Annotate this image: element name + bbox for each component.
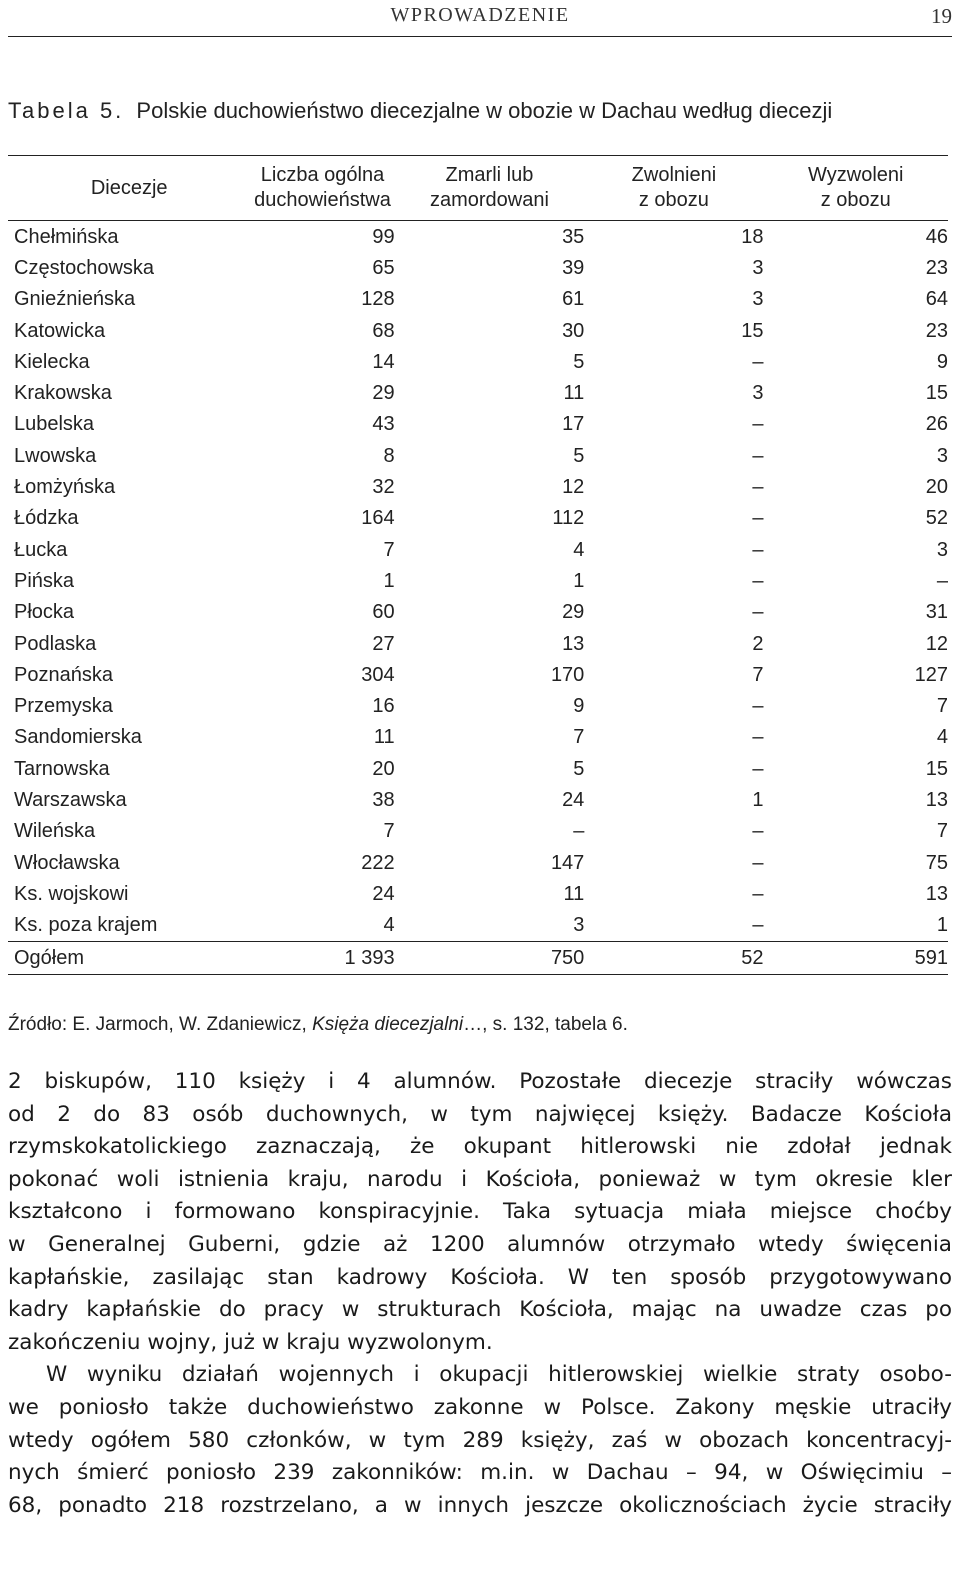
value-cell: 52 <box>584 941 763 974</box>
value-cell: 3 <box>752 256 764 279</box>
value-cell: 7 <box>936 695 948 718</box>
value-cell: 11 <box>563 382 585 405</box>
value-cell: 3 <box>752 288 764 311</box>
table-row <box>8 659 948 690</box>
source-suffix: …, s. 132, tabela 6. <box>463 1014 628 1035</box>
value-cell: 39 <box>562 256 585 279</box>
diocese-name-cell: Włocławska <box>14 851 120 874</box>
column-header-line: Zwolnieni <box>631 164 717 186</box>
value-cell: – <box>752 350 764 373</box>
value-cell: 5 <box>573 444 585 467</box>
table-row <box>8 440 948 471</box>
table-row <box>8 534 948 565</box>
body-line: kapłańskie, zasilając stan kadrowy Kościoła. W ten sposób przygotowywano <box>8 1264 952 1290</box>
diocese-name-cell: Sandomierska <box>14 726 142 749</box>
value-cell: 7 <box>752 663 764 686</box>
value-cell: 3 <box>752 382 764 405</box>
value-cell: 14 <box>372 350 395 373</box>
value-cell: 29 <box>562 601 585 624</box>
table-body <box>8 221 948 975</box>
diocese-name-cell: Wileńska <box>14 820 96 843</box>
diocese-name-cell: Podlaska <box>14 632 97 655</box>
value-cell: – <box>752 695 764 718</box>
running-header <box>8 0 952 37</box>
table-row <box>8 471 948 502</box>
diocese-name-cell: Lubelska <box>14 413 95 436</box>
value-cell: 20 <box>372 757 395 780</box>
table-row <box>8 346 948 377</box>
diocese-name-cell: Ogółem <box>8 941 250 974</box>
value-cell: 68 <box>372 319 395 342</box>
table-row <box>8 284 948 315</box>
value-cell: 29 <box>372 382 395 405</box>
value-cell: 1 <box>936 914 948 937</box>
column-header <box>395 156 585 221</box>
value-cell: – <box>752 413 764 436</box>
running-title: WPROWADZENIE <box>390 4 570 26</box>
value-cell: – <box>752 882 764 905</box>
body-line: w Generalnej Guberni, gdzie aż 1200 alumnów otrzymało wtedy święcenia <box>8 1231 952 1257</box>
diocese-name-cell: Chełmińska <box>14 225 119 248</box>
table-row <box>8 910 948 942</box>
body-line: kształcono i formowano konspiracyjnie. Taka sytuacja miała miejsce choćby <box>8 1199 952 1225</box>
value-cell: – <box>752 726 764 749</box>
value-cell: 1 393 <box>250 941 394 974</box>
value-cell: 24 <box>372 882 395 905</box>
value-cell: 304 <box>361 663 395 686</box>
value-cell: 17 <box>562 413 585 436</box>
body-line: pokonać woli istnienia kraju, narodu i Kościoła, ponieważ w tym okresie kler <box>8 1166 952 1192</box>
body-line: W wyniku działań wojennych i okupacji hitlerowskiej wielkie straty osobo- <box>46 1362 952 1388</box>
value-cell: 13 <box>925 788 948 811</box>
column-header-line: z obozu <box>820 189 891 211</box>
value-cell: 16 <box>372 695 395 718</box>
value-cell: 147 <box>550 851 585 874</box>
source-note <box>8 1014 628 1036</box>
body-line: 2 biskupów, 110 księży i 4 alumnów. Pozostałe diecezje straciły wówczas <box>8 1069 952 1094</box>
value-cell: 24 <box>562 788 585 811</box>
value-cell: 128 <box>361 288 395 311</box>
table-row <box>8 221 948 253</box>
value-cell: 13 <box>925 882 948 905</box>
value-cell: 1 <box>573 569 585 592</box>
value-cell: – <box>752 569 764 592</box>
page-number: 19 <box>931 4 952 28</box>
diocese-name-cell: Warszawska <box>14 788 127 811</box>
value-cell: – <box>752 444 764 467</box>
column-header-line: Zmarli lub <box>445 164 534 186</box>
value-cell: 75 <box>925 851 948 874</box>
value-cell: 11 <box>373 726 395 749</box>
value-cell: 9 <box>936 350 948 373</box>
value-cell: 8 <box>383 444 395 467</box>
body-text <box>8 1066 952 1522</box>
body-line: wtedy ogółem 580 członków, w tym 289 księży, zaś w obozach koncentracyj- <box>8 1427 952 1453</box>
value-cell: 60 <box>372 601 395 624</box>
column-header <box>584 156 763 221</box>
table-row <box>8 690 948 721</box>
value-cell: 4 <box>936 726 948 749</box>
table-row <box>8 722 948 753</box>
column-header-line: Wyzwoleni <box>808 164 904 186</box>
value-cell: 32 <box>372 476 395 499</box>
table-row <box>8 503 948 534</box>
diocese-name-cell: Ks. poza krajem <box>14 914 158 937</box>
diocese-name-cell: Łucka <box>14 538 68 561</box>
table-caption-label: Tabela 5. <box>8 98 125 123</box>
column-header-line: zamordowani <box>429 189 549 211</box>
value-cell: 12 <box>562 476 585 499</box>
column-header <box>8 156 250 221</box>
value-cell: 4 <box>573 538 585 561</box>
value-cell: 11 <box>563 882 585 905</box>
value-cell: 30 <box>562 319 585 342</box>
value-cell: 31 <box>925 601 948 624</box>
value-cell: 112 <box>552 507 585 530</box>
table-row <box>8 315 948 346</box>
value-cell: 13 <box>562 632 585 655</box>
value-cell: 35 <box>562 225 585 248</box>
diocese-name-cell: Krakowska <box>14 382 112 405</box>
diocese-name-cell: Katowicka <box>14 319 106 342</box>
diocese-name-cell: Lwowska <box>14 444 97 467</box>
value-cell: 18 <box>741 225 764 248</box>
body-line: 68, ponadto 218 rozstrzelano, a w innych jeszcze okolicznościach życie straciły <box>8 1492 952 1518</box>
table-row <box>8 753 948 784</box>
column-header-line: Liczba ogólna <box>260 164 385 186</box>
value-cell: 1 <box>752 788 764 811</box>
value-cell: 99 <box>372 225 395 248</box>
value-cell: 23 <box>925 256 948 279</box>
value-cell: 3 <box>573 914 585 937</box>
value-cell: 2 <box>752 632 764 655</box>
table-row <box>8 816 948 847</box>
body-line: rzymskokatolickiego zaznaczają, że okupant hitlerowski nie zdołał jednak <box>8 1134 952 1160</box>
value-cell: 15 <box>925 382 948 405</box>
value-cell: 26 <box>925 413 948 436</box>
diocese-name-cell: Kielecka <box>14 350 90 373</box>
value-cell: – <box>752 476 764 499</box>
column-header-line: duchowieństwa <box>254 189 391 211</box>
diocese-table <box>8 155 948 975</box>
value-cell: 7 <box>936 820 948 843</box>
value-cell: 43 <box>372 413 395 436</box>
value-cell: 3 <box>936 444 948 467</box>
value-cell: – <box>752 601 764 624</box>
value-cell: 3 <box>936 538 948 561</box>
column-header <box>764 156 949 221</box>
table-total-row <box>8 941 948 974</box>
diocese-name-cell: Gnieźnieńska <box>14 288 136 311</box>
value-cell: 61 <box>562 288 585 311</box>
value-cell: 15 <box>741 319 764 342</box>
source-prefix: Źródło: E. Jarmoch, W. Zdaniewicz, <box>8 1014 313 1035</box>
body-line: kadry kapłańskie do pracy w strukturach Kościoła, mając na uwadze czas po <box>8 1297 952 1323</box>
column-header-line: Diecezje <box>90 176 168 199</box>
value-cell: 7 <box>573 726 585 749</box>
value-cell: 4 <box>383 914 395 937</box>
value-cell: 7 <box>383 820 395 843</box>
body-line: od 2 do 83 osób duchownych, w tym najwięcej księży. Badacze Kościoła <box>8 1101 952 1127</box>
value-cell: 591 <box>764 941 949 974</box>
value-cell: – <box>752 851 764 874</box>
value-cell: – <box>752 507 764 530</box>
value-cell: 52 <box>925 507 948 530</box>
value-cell: 127 <box>914 663 948 686</box>
diocese-name-cell: Łódzka <box>14 507 79 530</box>
diocese-name-cell: Płocka <box>14 601 75 624</box>
value-cell: 1 <box>383 569 395 592</box>
value-cell: 5 <box>573 757 585 780</box>
table-row <box>8 878 948 909</box>
column-header-line: z obozu <box>638 189 709 211</box>
table-caption <box>8 98 832 124</box>
source-title: Księża diecezjalni <box>312 1014 464 1035</box>
table-row <box>8 377 948 408</box>
value-cell: 9 <box>573 695 585 718</box>
value-cell: 20 <box>925 476 948 499</box>
value-cell: 5 <box>573 350 585 373</box>
value-cell: – <box>752 757 764 780</box>
value-cell: – <box>573 820 585 843</box>
value-cell: – <box>752 914 764 937</box>
value-cell: 65 <box>372 256 395 279</box>
table-row <box>8 628 948 659</box>
value-cell: – <box>752 538 764 561</box>
diocese-name-cell: Przemyska <box>14 695 113 718</box>
value-cell: 15 <box>925 757 948 780</box>
value-cell: – <box>936 569 948 592</box>
value-cell: – <box>752 820 764 843</box>
value-cell: 7 <box>383 538 395 561</box>
table-header <box>8 156 948 221</box>
diocese-name-cell: Częstochowska <box>14 256 155 279</box>
value-cell: 222 <box>361 851 395 874</box>
value-cell: 64 <box>925 288 948 311</box>
value-cell: 27 <box>372 632 395 655</box>
diocese-name-cell: Pińska <box>14 569 75 592</box>
table-caption-text: Polskie duchowieństwo diecezjalne w obozie w Dachau według diecezji <box>136 98 833 123</box>
value-cell: 38 <box>372 788 395 811</box>
body-line: zakończeniu wojny, już w kraju wyzwolonym. <box>8 1329 493 1355</box>
value-cell: 170 <box>550 663 585 686</box>
value-cell: 164 <box>361 507 395 530</box>
table-row <box>8 409 948 440</box>
column-header <box>250 156 394 221</box>
value-cell: 750 <box>395 941 585 974</box>
value-cell: 23 <box>925 319 948 342</box>
body-line: nych śmierć poniosło 239 zakonników: m.in. w Dachau – 94, w Oświęcimiu – <box>8 1460 952 1486</box>
table-row <box>8 597 948 628</box>
table-row <box>8 847 948 878</box>
diocese-name-cell: Łomżyńska <box>14 476 116 499</box>
diocese-name-cell: Tarnowska <box>14 757 110 780</box>
table-row <box>8 784 948 815</box>
body-line: we poniosło także duchowieństwo zakonne w Polsce. Zakony męskie utraciły <box>8 1394 952 1420</box>
diocese-name-cell: Poznańska <box>14 663 113 686</box>
value-cell: 46 <box>925 225 948 248</box>
value-cell: 12 <box>925 632 948 655</box>
table-row <box>8 252 948 283</box>
diocese-name-cell: Ks. wojskowi <box>14 882 129 905</box>
table-row <box>8 565 948 596</box>
